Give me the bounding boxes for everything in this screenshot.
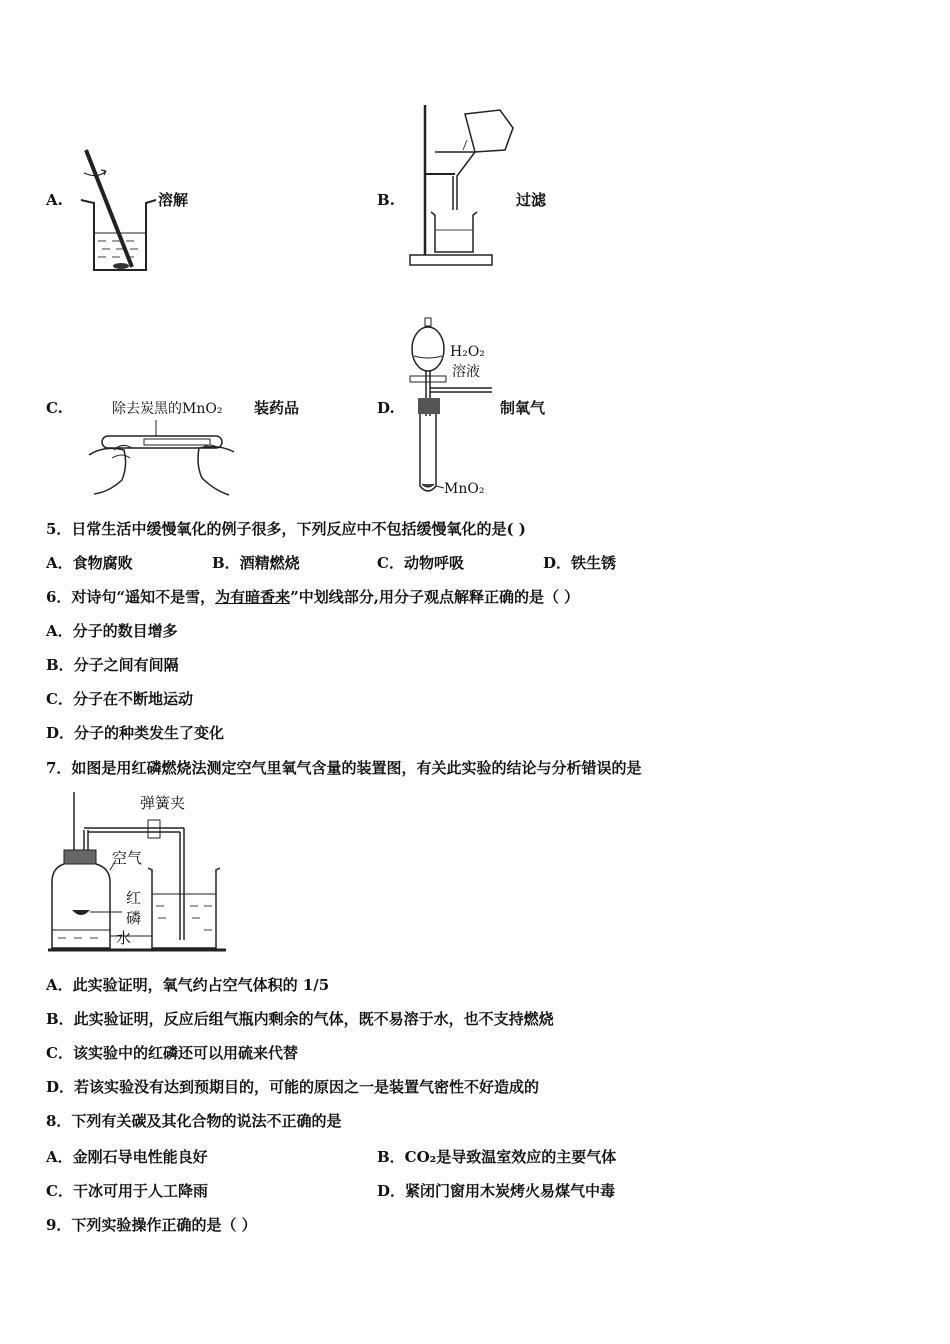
loading-reagent-figure [84,420,244,498]
q6-option-c: C．分子在不断地运动 [46,690,193,708]
air-label: 空气 [112,849,143,867]
q9-stem: 9．下列实验操作正确的是（ ） [46,1216,257,1234]
q8-stem: 8．下列有关碳及其化合物的说法不正确的是 [46,1112,342,1130]
option-b-caption: 过滤 [516,191,547,209]
q5-option-a: A．食物腐败 [46,554,133,572]
mno2-label-c: 除去炭黑的MnO₂ [112,401,223,417]
q7-option-c: C．该实验中的红磷还可以用硫来代替 [46,1044,298,1062]
q7-option-a: A．此实验证明，氧气约占空气体积的 1/5 [46,976,330,994]
option-c-letter: C. [46,399,63,417]
h2o2-label: H₂O₂ [450,344,485,360]
q6-stem [46,587,579,607]
filtration-figure [405,100,525,270]
solution-label: 溶液 [452,364,480,380]
q6-stem-post: ”中划线部分,用分子观点解释正确的是（ ） [290,588,580,606]
q6-stem-pre: 6．对诗句“遥知不是雪， [46,588,216,606]
water-label: 水 [116,929,132,947]
red-phosphorus-apparatus-figure [44,790,230,956]
mno2-label-d: MnO₂ [444,481,485,497]
q8-option-a: A．金刚石导电性能良好 [46,1148,208,1166]
q5-option-c: C．动物呼吸 [377,554,464,572]
oxygen-production-figure [402,316,492,498]
q6-option-b: B．分子之间有间隔 [46,656,179,674]
q5-option-b: B．酒精燃烧 [212,554,300,572]
option-d-caption: 制氧气 [500,399,546,417]
phosphorus-label: 磷 [126,909,142,927]
clamp-label: 弹簧夹 [140,794,186,812]
q6-option-d: D．分子的种类发生了变化 [46,724,225,742]
option-b-letter: B. [377,191,395,209]
q8-option-d: D．紧闭门窗用木炭烤火易煤气中毒 [377,1182,616,1200]
q7-option-d: D．若该实验没有达到预期目的，可能的原因之一是装置气密性不好造成的 [46,1078,540,1096]
option-a-caption: 溶解 [158,191,189,209]
q5-stem: 5．日常生活中缓慢氧化的例子很多，下列反应中不包括缓慢氧化的是( ) [46,520,526,538]
q8-option-c: C．干冰可用于人工降雨 [46,1182,208,1200]
q6-stem-underline: 为有暗香来 [215,588,291,606]
dissolve-figure [76,145,156,275]
q6-option-a: A．分子的数目增多 [46,622,178,640]
q8-option-b: B．CO₂是导致温室效应的主要气体 [377,1148,617,1166]
red-label: 红 [126,889,142,907]
q7-stem: 7．如图是用红磷燃烧法测定空气里氧气含量的装置图，有关此实验的结论与分析错误的是 [46,759,642,777]
q5-option-d: D．铁生锈 [543,554,617,572]
option-d-letter: D. [377,399,395,417]
option-a-letter: A. [46,191,63,209]
q7-option-b: B．此实验证明，反应后组气瓶内剩余的气体，既不易溶于水，也不支持燃烧 [46,1010,554,1028]
option-c-caption: 装药品 [254,399,300,417]
